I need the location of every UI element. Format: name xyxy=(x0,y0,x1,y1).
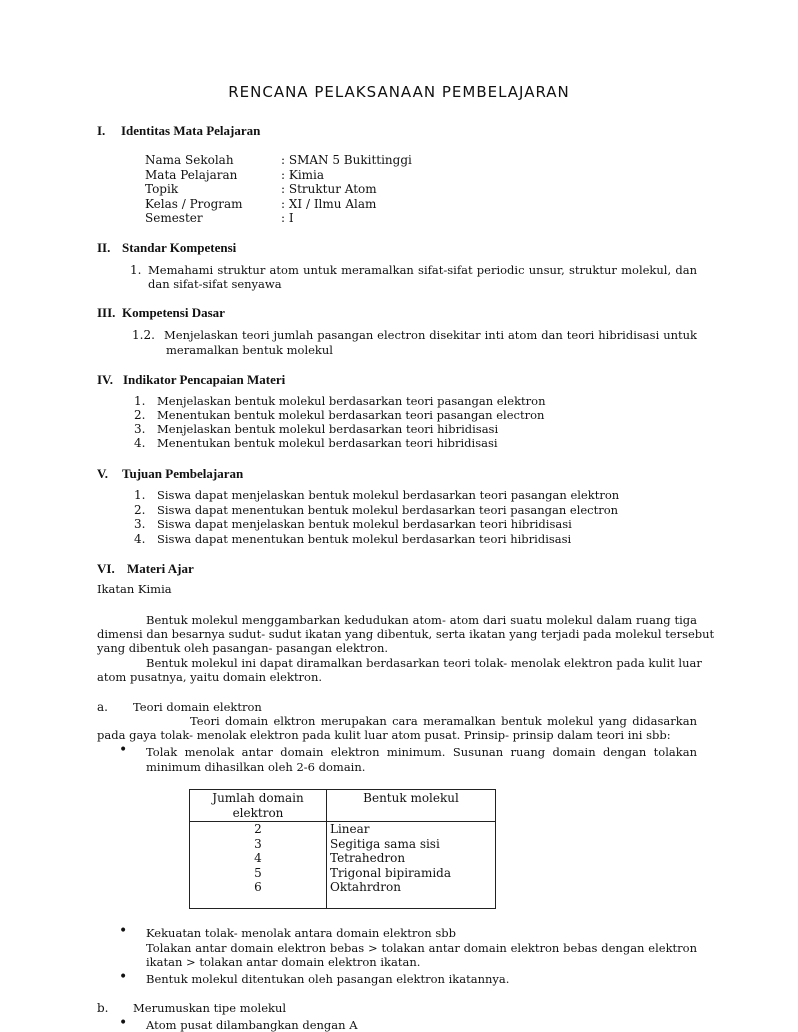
identity-value: : Kimia xyxy=(281,168,325,182)
section-heading: Kompetensi Dasar xyxy=(122,305,225,320)
table-cell: 4 xyxy=(254,851,262,865)
table-column-shapes xyxy=(327,822,496,909)
list-item: Siswa dapat menentukan bentuk molekul berdasarkan teori hibridisasi xyxy=(157,532,572,546)
domain-table xyxy=(189,789,496,909)
list-number: 1.2. xyxy=(132,328,155,342)
paragraph-line: pada gaya tolak- menolak elektron pada kulit luar atom pusat. Prinsip- prinsip dalam teori ini sbb: xyxy=(97,728,671,742)
list-item: Menentukan bentuk molekul berdasarkan teori pasangan electron xyxy=(157,408,545,422)
identity-value: : I xyxy=(281,211,294,225)
subsection-label: a. xyxy=(97,700,108,714)
competency-text: Memahami struktur atom untuk meramalkan sifat-sifat periodic unsur, struktur molekul, dan xyxy=(148,263,697,277)
bullet-icon: • xyxy=(119,923,128,939)
bullet-icon: • xyxy=(119,742,128,758)
list-number: 4. xyxy=(134,436,146,450)
identity-value: : Struktur Atom xyxy=(281,182,377,196)
paragraph-line: Tolakan antar domain elektron bebas > tolakan antar domain elektron bebas dengan elektron xyxy=(146,941,697,955)
competency-text: Menjelaskan teori jumlah pasangan electron disekitar inti atom dan teori hibridisasi untuk xyxy=(164,328,697,342)
identity-key: Topik xyxy=(145,182,179,196)
subsection-label: b. xyxy=(97,1001,109,1015)
competency-text: dan sifat-sifat senyawa xyxy=(148,277,282,291)
list-item: Menjelaskan bentuk molekul berdasarkan teori pasangan elektron xyxy=(157,394,546,408)
list-number: 1. xyxy=(130,263,142,277)
table-header xyxy=(190,790,327,822)
table-header-text: Jumlah domain xyxy=(212,791,304,805)
table-header xyxy=(327,790,496,822)
section-heading: Identitas Mata Pelajaran xyxy=(121,123,261,138)
table-cell: Tetrahedron xyxy=(330,851,406,865)
paragraph-line: ikatan > tolakan antar domain elektron ikatan. xyxy=(146,955,421,969)
list-number: 2. xyxy=(134,408,146,422)
section-number: VI. xyxy=(97,561,115,576)
subtopic-title: Ikatan Kimia xyxy=(97,582,172,596)
list-item: Siswa dapat menjelaskan bentuk molekul berdasarkan teori hibridisasi xyxy=(157,517,572,531)
paragraph-line: Tolak menolak antar domain elektron minimum. Susunan ruang domain dengan tolakan xyxy=(146,745,697,759)
section-heading: Standar Kompetensi xyxy=(122,240,237,255)
list-item: Menjelaskan bentuk molekul berdasarkan teori hibridisasi xyxy=(157,422,499,436)
section-number: I. xyxy=(97,123,106,138)
identity-key: Mata Pelajaran xyxy=(145,168,238,182)
table-column-domains xyxy=(190,822,327,909)
section-heading: Indikator Pencapaian Materi xyxy=(123,372,286,387)
identity-key: Kelas / Program xyxy=(145,197,243,211)
list-number: 2. xyxy=(134,503,146,517)
list-number: 3. xyxy=(134,422,146,436)
list-number: 1. xyxy=(134,394,146,408)
list-item: Siswa dapat menjelaskan bentuk molekul berdasarkan teori pasangan elektron xyxy=(157,488,620,502)
paragraph-line: Kekuatan tolak- menolak antara domain elektron sbb xyxy=(146,926,456,940)
bullet-icon: • xyxy=(119,969,128,985)
section-heading: Tujuan Pembelajaran xyxy=(122,466,244,481)
section-number: II. xyxy=(97,240,111,255)
paragraph-line: atom pusatnya, yaitu domain elektron. xyxy=(97,670,323,684)
subsection-title: Merumuskan tipe molekul xyxy=(133,1001,287,1015)
table-cell: Trigonal bipiramida xyxy=(330,865,452,880)
paragraph-line: Bentuk molekul ini dapat diramalkan berdasarkan teori tolak- menolak elektron pada kulit luar xyxy=(146,656,702,670)
table-cell: 6 xyxy=(254,880,262,894)
subsection-title: Teori domain elektron xyxy=(133,700,262,714)
section-heading: Materi Ajar xyxy=(127,561,194,576)
paragraph-line: Bentuk molekul ditentukan oleh pasangan elektron ikatannya. xyxy=(146,972,510,986)
paragraph-line: Atom pusat dilambangkan dengan A xyxy=(146,1018,358,1032)
table-cell: Oktahrdron xyxy=(330,880,401,894)
table-header-text: Bentuk molekul xyxy=(363,791,459,805)
list-item: Siswa dapat menentukan bentuk molekul berdasarkan teori pasangan electron xyxy=(157,503,619,517)
identity-key: Semester xyxy=(145,211,203,225)
section-number: V. xyxy=(97,466,108,481)
table-cell: 3 xyxy=(254,836,262,851)
table-cell: 5 xyxy=(254,865,262,880)
paragraph-line: yang dibentuk oleh pasangan- pasangan elektron. xyxy=(97,641,389,655)
paragraph-line: Bentuk molekul menggambarkan kedudukan atom- atom dari suatu molekul dalam ruang tiga xyxy=(146,613,697,627)
table-header-text: elektron xyxy=(232,805,284,820)
list-number: 4. xyxy=(134,532,146,546)
list-item: Menentukan bentuk molekul berdasarkan teori hibridisasi xyxy=(157,436,498,450)
paragraph-line: Teori domain elktron merupakan cara meramalkan bentuk molekul yang didasarkan xyxy=(190,714,697,728)
competency-text: meramalkan bentuk molekul xyxy=(166,343,333,357)
bullet-icon: • xyxy=(119,1015,128,1031)
table-cell: Segitiga sama sisi xyxy=(330,836,440,851)
identity-key: Nama Sekolah xyxy=(145,153,234,167)
identity-value: : XI / Ilmu Alam xyxy=(281,197,377,211)
list-number: 1. xyxy=(134,488,146,502)
section-number: III. xyxy=(97,305,116,320)
document-title: RENCANA PELAKSANAAN PEMBELAJARAN xyxy=(228,83,570,101)
paragraph-line: minimum dihasilkan oleh 2-6 domain. xyxy=(146,760,366,774)
identity-value: : SMAN 5 Bukittinggi xyxy=(281,153,412,167)
paragraph-line: dimensi dan besarnya sudut- sudut ikatan yang dibentuk, serta ikatan yang terjadi pada molekul tersebut xyxy=(97,627,715,641)
list-number: 3. xyxy=(134,517,146,531)
table-cell: 2 xyxy=(254,822,262,836)
table-cell: Linear xyxy=(330,822,370,836)
section-number: IV. xyxy=(97,372,114,387)
